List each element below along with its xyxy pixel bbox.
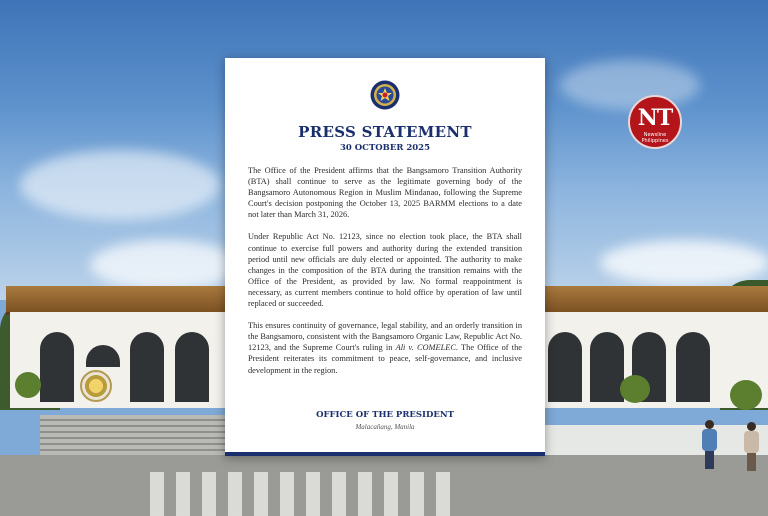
paragraph-text: This ensures continuity of governance, legal stability, and an orderly transition in the Bangsamoro, consistent with the Bangsamoro Organic Law, Republic Act No. 12123, and the Supreme Court's ruling in <box>248 321 522 353</box>
shrub <box>620 375 650 403</box>
cloud <box>600 240 768 285</box>
press-statement-document <box>225 58 545 456</box>
news-logo-text: Newsline Philippines <box>641 132 669 144</box>
building-arch <box>40 332 74 402</box>
building-arch <box>590 332 624 402</box>
cloud <box>20 150 220 220</box>
card-bottom-bar <box>225 452 545 456</box>
shrub <box>730 380 762 410</box>
pedestrian <box>742 422 762 472</box>
paragraph <box>248 320 522 375</box>
paragraph: Under Republic Act No. 12123, since no election took place, the BTA shall continue to exercise full powers and authority during the extended transition period until new officials are duly elected or appointed. The authority to make changes in the composition of the BTA during the transition remains with the Office of the President, as provided by law. No formal reappointment is necessary, as current members continue to hold office by operation of law until replaced or succeeded. <box>248 232 522 309</box>
statement-title: PRESS STATEMENT <box>298 123 472 141</box>
case-citation: Ali v. COMELEC <box>395 343 456 353</box>
presidential-seal-icon <box>370 80 400 110</box>
building-roof-right <box>540 286 768 315</box>
pedestrian <box>700 420 720 470</box>
crosswalk <box>150 472 450 516</box>
cloud <box>90 240 240 290</box>
statement-date: 30 OCTOBER 2025 <box>339 143 431 153</box>
signoff: OFFICE OF THE PRESIDENT <box>316 410 454 420</box>
building-arch <box>175 332 209 402</box>
signoff-place: Malacañang, Manila <box>355 423 415 431</box>
statement-body <box>248 165 522 387</box>
wall-seal-emblem <box>80 370 112 402</box>
news-logo <box>628 95 682 149</box>
shrub <box>15 372 41 398</box>
building-arch <box>130 332 164 402</box>
cloud <box>560 60 700 110</box>
news-logo-mark: NT <box>637 105 673 131</box>
building-arch <box>548 332 582 402</box>
building-roof-left <box>6 286 231 315</box>
building-arch <box>676 332 710 402</box>
paragraph-text: . The Office of the President reiterates its commitment to peace, self-governance, and inclusive development in the region. <box>248 343 522 375</box>
paragraph: The Office of the President affirms that the Bangsamoro Transition Authority (BTA) shall continue to serve as the legitimate governing body of the Bangsamoro Autonomous Region in Muslim Mindanao, following the Supreme Court's decision postponing the October 13, 2025 BARMM elections to a date not later than March 31, 2026. <box>248 166 522 220</box>
